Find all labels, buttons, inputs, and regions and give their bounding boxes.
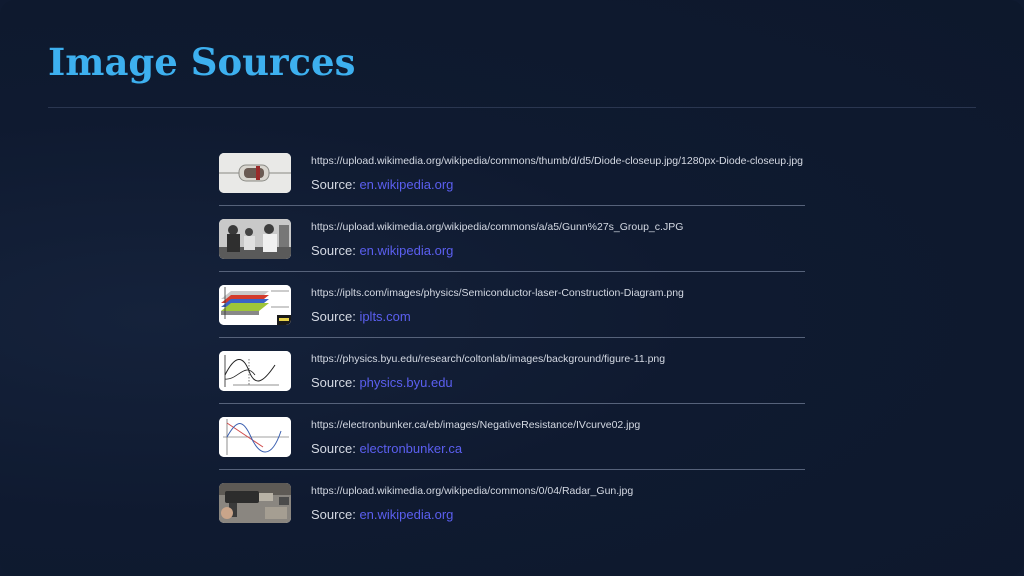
page-title: Image Sources <box>48 40 356 84</box>
iv-curve-thumbnail <box>219 417 291 457</box>
image-url: https://electronbunker.ca/eb/images/NegativeResistance/IVcurve02.jpg <box>311 419 641 431</box>
laser-diagram-thumbnail <box>219 285 291 325</box>
source-label: Source: <box>311 375 356 390</box>
list-item <box>219 219 805 285</box>
title-divider <box>48 107 976 108</box>
image-url: https://upload.wikimedia.org/wikipedia/commons/thumb/d/d5/Diode-closeup.jpg/1280px-Diode-closeup.jpg <box>311 155 804 167</box>
image-url: https://iplts.com/images/physics/Semiconductor-laser-Construction-Diagram.png <box>311 287 684 299</box>
source-link[interactable]: physics.byu.edu <box>359 375 453 390</box>
source-label: Source: <box>311 243 356 258</box>
list-item <box>219 285 805 351</box>
item-divider <box>219 337 805 338</box>
source-line <box>311 243 453 258</box>
list-item <box>219 351 805 417</box>
source-line <box>311 309 411 324</box>
source-line <box>311 375 453 390</box>
source-line <box>311 507 453 522</box>
source-link[interactable]: en.wikipedia.org <box>359 177 454 192</box>
list-item <box>219 153 805 219</box>
image-url: https://physics.byu.edu/research/coltonlab/images/background/figure-11.png <box>311 353 666 365</box>
source-link[interactable]: en.wikipedia.org <box>359 243 454 258</box>
source-link[interactable]: en.wikipedia.org <box>359 507 454 522</box>
source-label: Source: <box>311 177 356 192</box>
source-link[interactable]: iplts.com <box>359 309 411 324</box>
image-url: https://upload.wikimedia.org/wikipedia/commons/a/a5/Gunn%27s_Group_c.JPG <box>311 221 684 233</box>
item-divider <box>219 469 805 470</box>
item-divider <box>219 271 805 272</box>
list-item <box>219 483 805 549</box>
source-line <box>311 177 453 192</box>
image-url: https://upload.wikimedia.org/wikipedia/commons/0/04/Radar_Gun.jpg <box>311 485 634 497</box>
list-item <box>219 417 805 483</box>
source-label: Source: <box>311 507 356 522</box>
diode-thumbnail <box>219 153 291 193</box>
source-list <box>219 153 805 549</box>
radar-gun-thumbnail <box>219 483 291 523</box>
source-label: Source: <box>311 309 356 324</box>
source-line <box>311 441 462 456</box>
source-label: Source: <box>311 441 356 456</box>
item-divider <box>219 205 805 206</box>
item-divider <box>219 403 805 404</box>
group-photo-thumbnail <box>219 219 291 259</box>
source-link[interactable]: electronbunker.ca <box>359 441 463 456</box>
band-diagram-thumbnail <box>219 351 291 391</box>
